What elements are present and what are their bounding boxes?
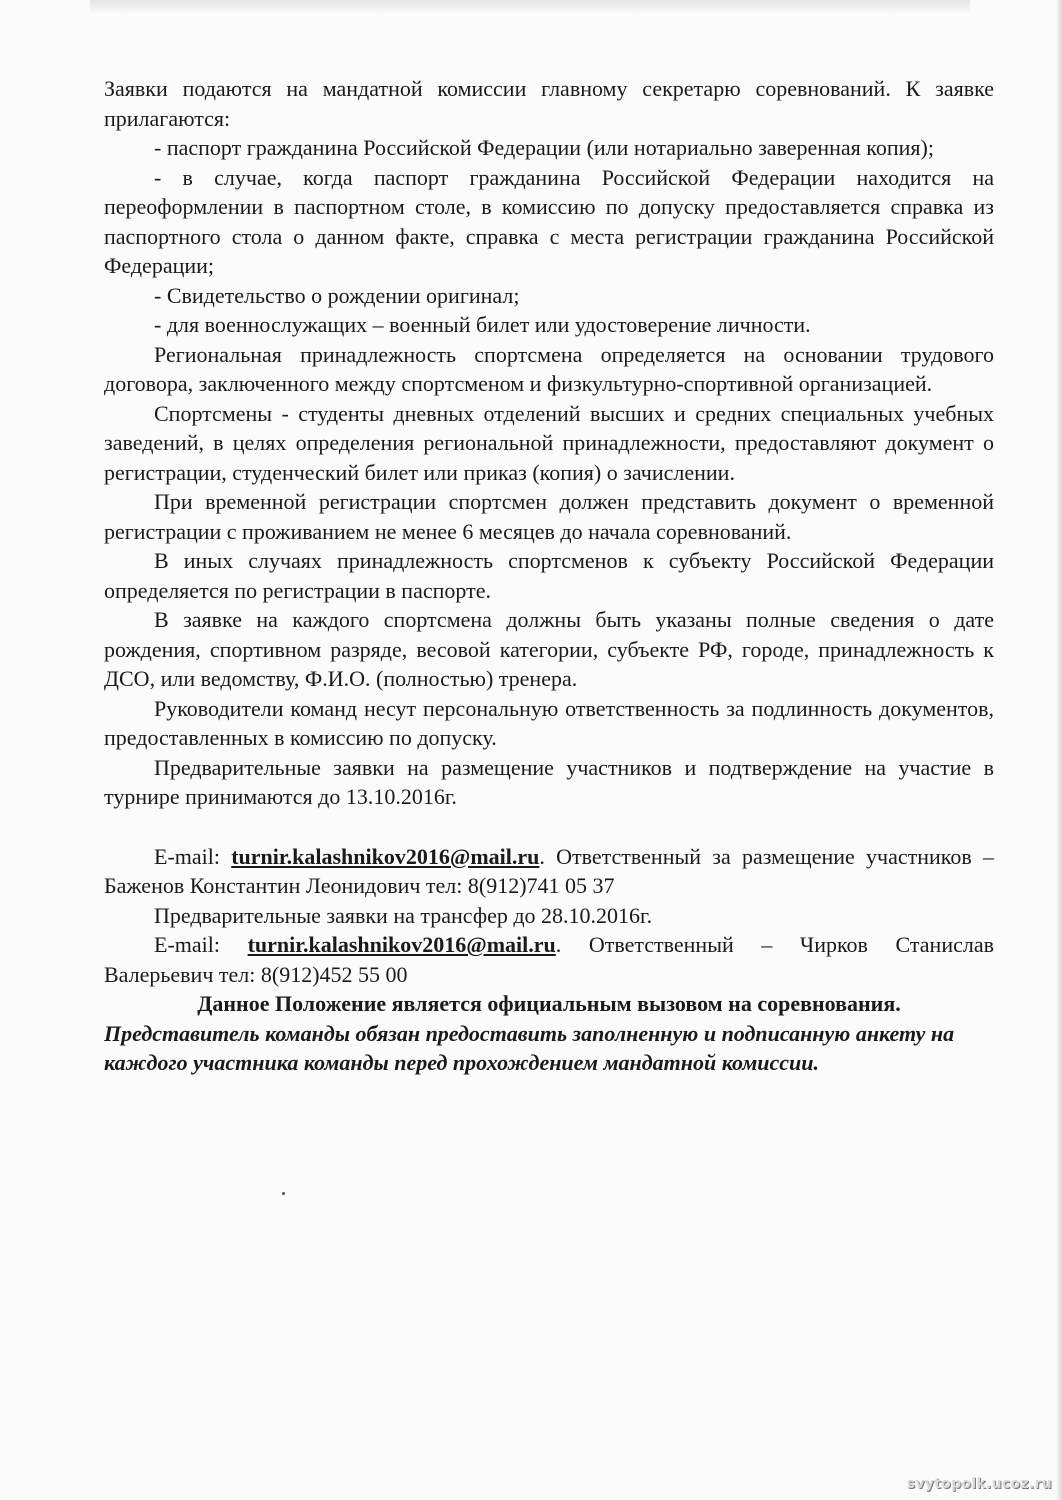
- paragraph-other-cases: В иных случаях принадлежность спортсменов к субъекту Российской Федерации определяется по регистрации в паспорте.: [104, 548, 994, 603]
- list-item-reissue: - в случае, когда паспорт гражданина Российской Федерации находится на переоформлении в паспортном столе, в комиссию по допуску предоставляется справка из паспортного стола о данном факте, справка с места регистрации гражданина Российской Федерации;: [104, 164, 994, 278]
- transfer-contact-text: . Ответственный – Чирков Станислав Валерьевич тел: 8(912)452 55 00: [104, 932, 995, 987]
- contact-accommodation: [104, 842, 994, 901]
- scan-fold-shadow: [90, 0, 970, 14]
- paragraph-applications: Заявки подаются на мандатной комиссии главному секретарю соревнований. К заявке прилагаются:: [104, 76, 994, 131]
- spacer: [104, 812, 994, 842]
- scan-speck: [282, 1192, 285, 1195]
- list-item-passport: - паспорт гражданина Российской Федерации (или нотариально заверенная копия);: [154, 135, 934, 160]
- paragraph-team-leaders: Руководители команд несут персональную ответственность за подлинность документов, предоставленных в комиссию по допуску.: [104, 695, 994, 750]
- email-link-accommodation[interactable]: turnir.kalashnikov2016@mail.ru: [231, 843, 540, 869]
- email-link-transfer[interactable]: turnir.kalashnikov2016@mail.ru: [247, 932, 556, 957]
- official-notice: Данное Положение является официальным вызовом на соревнования.: [197, 991, 901, 1016]
- paragraph-students: Спортсмены - студенты дневных отделений высших и средних специальных учебных заведений, в целях определения региональной принадлежности, предоставляют документ о регистрации, студенческий билет или приказ (копия) о зачислении.: [104, 400, 994, 485]
- document-body: [104, 74, 994, 1078]
- paragraph-application-details: В заявке на каждого спортсмена должны быть указаны полные сведения о дате рождения, спортивном разряде, весовой категории, субъекте РФ, городе, принадлежность к ДСО, или ведомству, Ф.И.О. (полностью) тренера.: [104, 607, 994, 691]
- email-label: E-mail:: [154, 843, 232, 869]
- paragraph-regional-affiliation: Региональная принадлежность спортсмена определяется на основании трудового договора, заключенного между спортсменом и физкультурно-спортивной организацией.: [104, 341, 994, 396]
- accommodation-contact-text: . Ответственный за размещение участников – Баженов Константин Леонидович тел: 8(912)741 05 37: [104, 843, 994, 898]
- list-item-military: - для военнослужащих – военный билет или удостоверение личности.: [154, 312, 811, 337]
- transfer-deadline: Предварительные заявки на трансфер до 28.10.2016г.: [154, 902, 653, 928]
- paragraph-temporary-registration: При временной регистрации спортсмен должен представить документ о временной регистрации с проживанием не менее 6 месяцев до начала соревнований.: [104, 489, 994, 544]
- paragraph-preliminary-deadline: Предварительные заявки на размещение участников и подтверждение на участие в турнире принимаются до 13.10.2016г.: [104, 754, 994, 809]
- list-item-birth-certificate: - Свидетельство о рождении оригинал;: [154, 282, 520, 308]
- representative-note: Представитель команды обязан предоставить заполненную и подписанную анкету на каждого участника команды перед прохождением мандатной комиссии.: [104, 1020, 955, 1075]
- email-label: E-mail:: [154, 932, 248, 957]
- scan-edge-shadow: [1056, 0, 1062, 1500]
- contact-transfer: [104, 930, 994, 989]
- site-watermark: svytopolk.ucoz.ru: [906, 1476, 1052, 1492]
